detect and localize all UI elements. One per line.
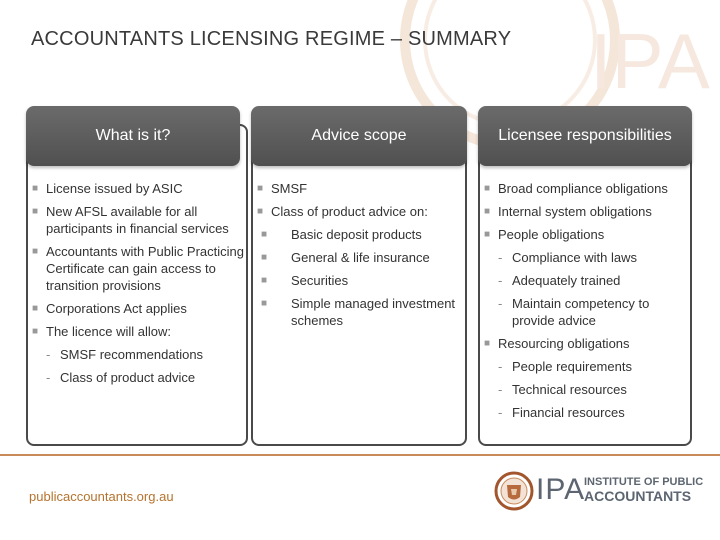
sub-list-item: - Maintain competency to provide advice <box>498 296 650 328</box>
sub-list-item: - Adequately trained <box>498 273 621 288</box>
dash-icon: - <box>498 250 503 265</box>
dash-icon: - <box>46 347 51 362</box>
column-items <box>478 180 692 427</box>
sub-list-item: - SMSF recommendations <box>46 347 204 362</box>
dash-icon: - <box>498 382 503 397</box>
bullet-icon: ■ <box>32 206 39 217</box>
bullet-icon: ■ <box>484 183 491 194</box>
column-what-is-it <box>26 106 248 446</box>
bullet-icon: ■ <box>261 252 268 263</box>
bullet-icon: ■ <box>32 303 39 314</box>
bullet-icon: ■ <box>257 183 264 194</box>
bullet-icon: ■ <box>484 229 491 240</box>
dash-icon: - <box>46 370 51 385</box>
sub-list-item: - People requirements <box>498 359 632 374</box>
sub-list-item: ■ General & life insurance <box>261 250 430 265</box>
dash-icon: - <box>498 405 503 420</box>
list-item: ■ Corporations Act applies <box>32 301 187 316</box>
logo-abbr: IPA <box>536 473 586 506</box>
watermark-text: IPA <box>590 17 710 105</box>
logo-name: INSTITUTE OF PUBLIC ACCOUNTANTS <box>584 476 704 504</box>
footer-divider <box>0 454 720 456</box>
sub-list-item: ■ Securities <box>261 273 349 288</box>
sub-list-item: ■ Basic deposit products <box>261 227 422 242</box>
column-items <box>251 180 467 335</box>
sub-list-item: - Financial resources <box>498 405 625 420</box>
dash-icon: - <box>498 296 503 311</box>
website-link[interactable]: publicaccountants.org.au <box>29 489 174 504</box>
list-item: ■ The licence will allow: <box>32 324 171 339</box>
list-item: ■ SMSF <box>257 181 308 196</box>
column-items <box>26 180 248 392</box>
bullet-icon: ■ <box>261 298 268 309</box>
list-item: ■ Accountants with Public Practicing Certificate can gain access to transition provisions <box>32 244 244 293</box>
bullet-icon: ■ <box>257 206 264 217</box>
list-item: ■ License issued by ASIC <box>32 181 183 196</box>
list-item: ■ New AFSL available for all participants in financial services <box>32 204 229 236</box>
column-advice-scope <box>251 106 467 446</box>
bullet-icon: ■ <box>261 229 268 240</box>
dash-icon: - <box>498 273 503 288</box>
ipa-logo <box>494 470 704 512</box>
page-title: ACCOUNTANTS LICENSING REGIME – SUMMARY <box>31 28 512 50</box>
dash-icon: - <box>498 359 503 374</box>
bullet-icon: ■ <box>261 275 268 286</box>
sub-list-item: - Compliance with laws <box>498 250 637 265</box>
sub-list-item: ■ Simple managed investment schemes <box>261 296 456 328</box>
column-heading: What is it? <box>26 106 240 166</box>
bullet-icon: ■ <box>32 183 39 194</box>
list-item: ■ Class of product advice on: <box>257 204 428 219</box>
list-item: ■ Resourcing obligations <box>484 336 630 351</box>
bullet-icon: ■ <box>32 246 39 257</box>
sub-list-item: - Class of product advice <box>46 370 196 385</box>
list-item: ■ People obligations <box>484 227 605 242</box>
column-heading: Licensee responsibilities <box>478 106 692 166</box>
sub-list-item: - Technical resources <box>498 382 627 397</box>
list-item: ■ Internal system obligations <box>484 204 652 219</box>
ipa-crest-icon <box>494 470 534 512</box>
list-item: ■ Broad compliance obligations <box>484 181 668 196</box>
bullet-icon: ■ <box>484 206 491 217</box>
bullet-icon: ■ <box>32 326 39 337</box>
column-heading: Advice scope <box>251 106 467 166</box>
bullet-icon: ■ <box>484 338 491 349</box>
column-licensee-responsibilities <box>478 106 692 446</box>
